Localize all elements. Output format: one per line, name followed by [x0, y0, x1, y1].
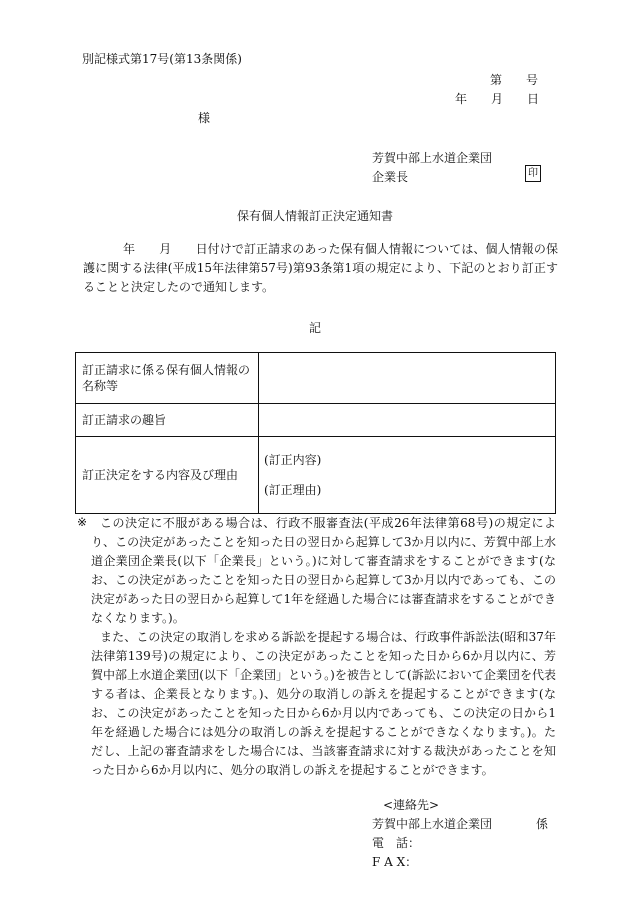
table-row	[76, 353, 556, 404]
document-number: 第 号	[490, 73, 539, 87]
document-date: 年 月 日	[455, 92, 540, 106]
contact-section: 係	[536, 817, 549, 831]
form-number: 別記様式第17号(第13条関係)	[82, 52, 242, 66]
table-label-info-name: 訂正請求に係る保有個人情報の名称等	[76, 353, 259, 404]
note-mark: ※	[77, 515, 88, 529]
correction-content-label: (訂正内容)	[264, 453, 322, 467]
body-paragraph: 年 月 日付けで訂正請求のあった保有個人情報については、個人情報の保護に関する法律(平成15年法律第57号)第93条第1項の規定により、下記のとおり訂正することと決定したので通知します。	[83, 242, 558, 294]
table-row	[76, 437, 556, 514]
info-table	[75, 352, 556, 514]
table-value-decision	[259, 437, 556, 514]
issuer-organization: 芳賀中部上水道企業団	[372, 151, 493, 165]
addressee: 様	[198, 111, 211, 125]
contact-phone-label: 電 話：	[372, 836, 421, 850]
contact-heading: <連絡先>	[383, 798, 440, 812]
correction-reason-label: (訂正理由)	[264, 483, 322, 497]
issuer-title: 企業長	[372, 170, 409, 184]
seal-mark: 印	[525, 165, 541, 182]
table-value-request-purpose	[259, 404, 556, 437]
document-title: 保有個人情報訂正決定通知書	[236, 209, 393, 223]
table-label-decision: 訂正決定をする内容及び理由	[76, 437, 259, 514]
contact-organization: 芳賀中部上水道企業団	[372, 817, 493, 831]
table-row	[76, 404, 556, 437]
note-paragraph-2: また、この決定の取消しを求める訴訟を提起する場合は、行政事件訴訟法(昭和37年法律第139号)の規定により、この決定があったことを知った日から6か月以内に、芳賀中部上水道企業団(以下「企業団」という。)を被告として(訴訟において企業団を代表する者は、企業長となります。)、処分の取消しの訴えを提起することができます(なお、この決定があったことを知った日から6か月以内であっても、この決定の日から1年を経過した場合には処分の取消しの訴えを提起することができなくなります。)。ただし、上記の審査請求をした場合には、当該審査請求に対する裁決があったことを知った日から6か月以内に、処分の取消しの訴えを提起することができます。	[91, 630, 556, 777]
contact-fax-label: F A X：	[372, 855, 418, 869]
ki-heading: 記	[308, 321, 321, 335]
note-paragraph-1: この決定に不服がある場合は、行政不服審査法(平成26年法律第68号)の規定により、この決定があったことを知った日の翌日から起算して3か月以内に、芳賀中部上水道企業団企業長(以下「企業長」という。)に対して審査請求をすることができます(なお、この決定があったことを知った日の翌日から起算して3か月以内であっても、この決定があった日の翌日から起算して1年を経過した場合には審査請求をすることができなくなります。)。	[91, 516, 556, 625]
table-value-info-name	[259, 353, 556, 404]
table-label-request-purpose: 訂正請求の趣旨	[76, 404, 259, 437]
